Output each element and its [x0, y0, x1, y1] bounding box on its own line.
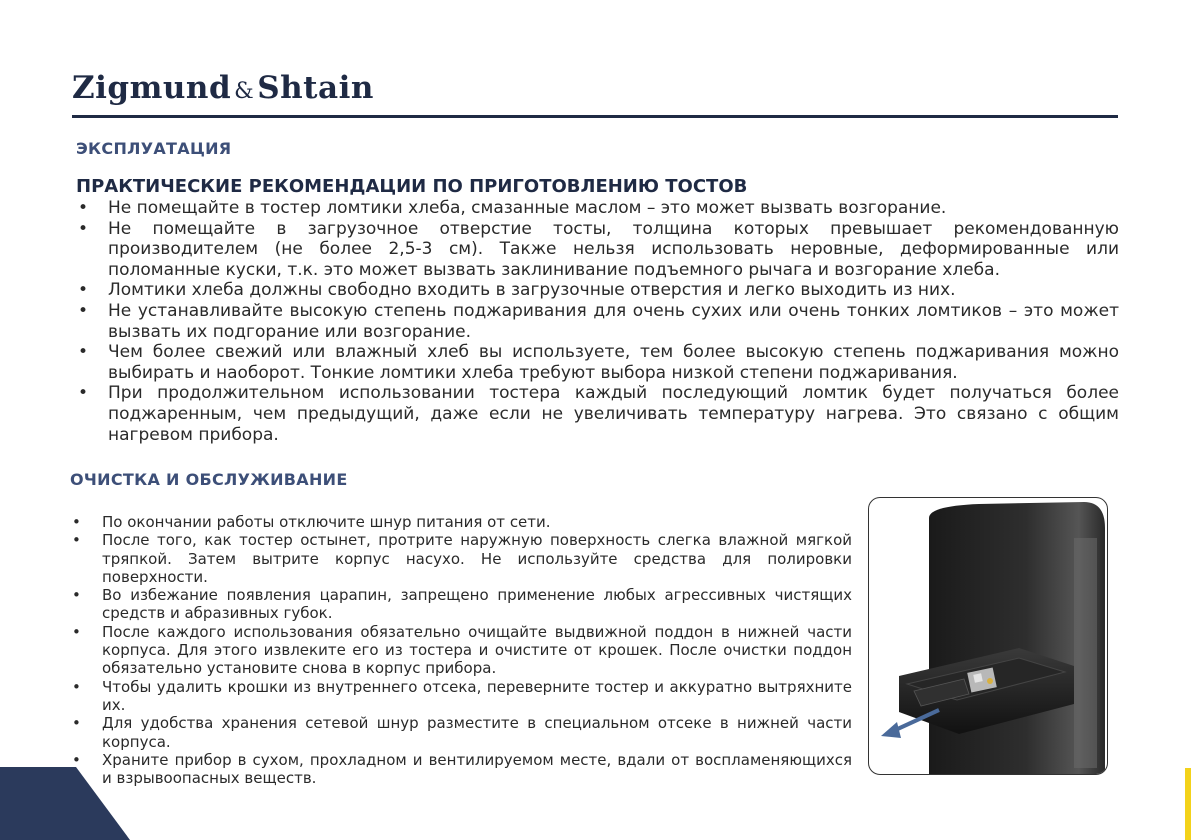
practical-recommendations-heading: ПРАКТИЧЕСКИЕ РЕКОМЕНДАЦИИ ПО ПРИГОТОВЛЕНИЮ ТОСТОВ — [76, 176, 748, 197]
list-item: • После того, как тостер остынет, протрите наружную поверхность слегка влажной мягкой тряпкой. Затем вытрите корпус насухо. Не используйте средства для полировки поверхности. — [70, 531, 852, 586]
list-item: • Не помещайте в загрузочное отверстие тосты, толщина которых превышает рекомендованную производителем (не более 2,5-3 см). Также нельзя использовать неровные, деформированные или поломанные куски, т.к. это может вызвать заклинивание подъемного рычага и возгорание хлеба. — [76, 219, 1119, 281]
toaster-crumb-tray-illustration — [868, 497, 1108, 775]
cleaning-instructions-list — [70, 513, 852, 787]
toaster-crumb-tray-icon — [869, 498, 1107, 774]
edge-mark — [1185, 768, 1191, 840]
brand-name-left: Zigmund — [72, 70, 232, 106]
section-title-cleaning: ОЧИСТКА И ОБСЛУЖИВАНИЕ — [70, 470, 348, 489]
list-item: • Для удобства хранения сетевой шнур разместите в специальном отсеке в нижней части корпуса. — [70, 714, 852, 751]
toast-recommendations-list — [76, 198, 1119, 445]
list-item: • Храните прибор в сухом, прохладном и вентилируемом месте, вдали от воспламеняющихся и взрывоопасных веществ. — [70, 751, 852, 788]
list-item: • По окончании работы отключите шнур питания от сети. — [70, 513, 852, 531]
list-item: • Не помещайте в тостер ломтики хлеба, смазанные маслом – это может вызвать возгорание. — [76, 198, 1119, 219]
list-item: • Во избежание появления царапин, запрещено применение любых агрессивных чистящих средств и абразивных губок. — [70, 586, 852, 623]
header-divider — [72, 115, 1118, 118]
list-item: • При продолжительном использовании тостера каждый последующий ломтик будет получаться более поджаренным, чем предыдущий, даже если не увеличивать температуру нагрева. Это связано с общим нагревом прибора. — [76, 383, 1119, 445]
list-item: • После каждого использования обязательно очищайте выдвижной поддон в нижней части корпуса. Для этого извлеките его из тостера и очистите от крошек. После очистки поддон обязательно установите снова в корпус прибора. — [70, 623, 852, 678]
brand-logo — [72, 70, 374, 106]
list-item: • Ломтики хлеба должны свободно входить в загрузочные отверстия и легко выходить из них. — [76, 280, 1119, 301]
list-item: • Чтобы удалить крошки из внутреннего отсека, переверните тостер и аккуратно вытряхните их. — [70, 678, 852, 715]
brand-ampersand: & — [234, 79, 255, 104]
brand-name-right: Shtain — [257, 70, 374, 106]
list-item: • Чем более свежий или влажный хлеб вы используете, тем более высокую степень поджаривания можно выбирать и наоборот. Тонкие ломтики хлеба требуют выбора низкой степени поджаривания. — [76, 342, 1119, 383]
list-item: • Не устанавливайте высокую степень поджаривания для очень сухих или очень тонких ломтиков – это может вызвать их подгорание или возгорание. — [76, 301, 1119, 342]
section-title-exploitation: ЭКСПЛУАТАЦИЯ — [76, 139, 232, 158]
